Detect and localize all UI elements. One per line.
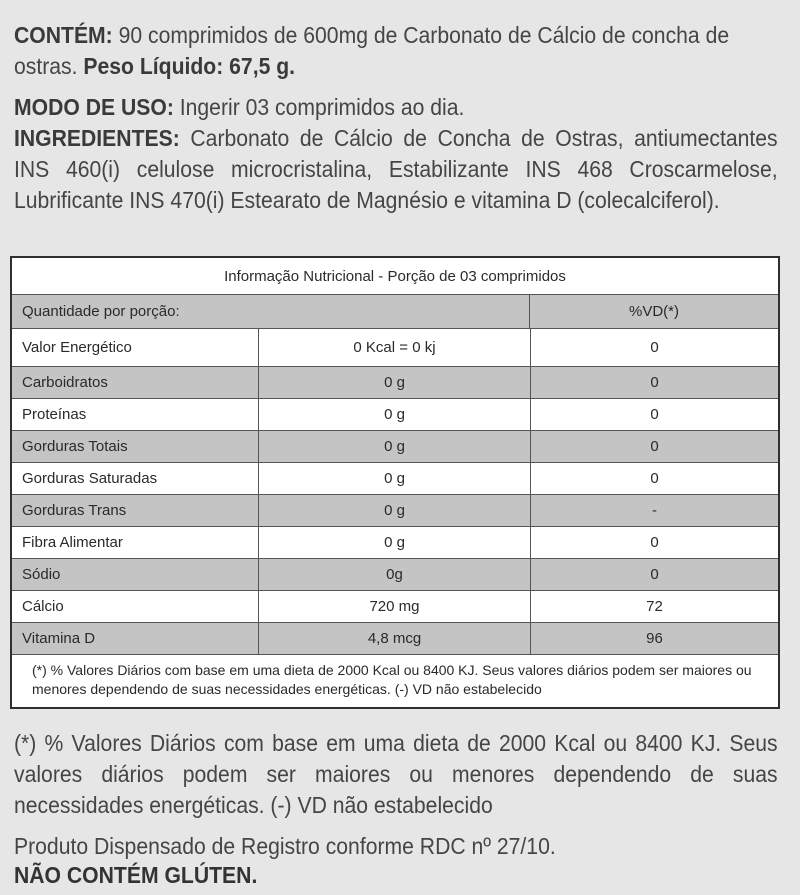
nutrition-table — [10, 256, 780, 709]
ingredients-text: Carbonato de Cálcio de Concha de Ostras, antiumectantes INS 460(i) celulose microcristalina, Estabilizante INS 468 Croscarmelose, Lubrificante INS 470(i) Estearato de Magnésio e vitamina D (colecalciferol). — [14, 125, 778, 213]
table-row — [12, 558, 778, 590]
gluten-free-statement: NÃO CONTÉM GLÚTEN. — [14, 862, 258, 888]
nutrient-vd: 0 — [650, 438, 659, 455]
nutrient-vd: 0 — [650, 470, 659, 487]
nutrient-name: Gorduras Trans — [12, 495, 259, 526]
contents-paragraph — [14, 20, 778, 82]
nutrient-name: Fibra Alimentar — [12, 527, 259, 558]
header-quantity: Quantidade por porção: — [12, 295, 530, 328]
nutrient-amount: 4,8 mcg — [259, 623, 531, 654]
table-row — [12, 590, 778, 622]
nutrient-vd: 72 — [646, 598, 663, 615]
nutrient-name: Cálcio — [12, 591, 259, 622]
nutrient-name: Gorduras Saturadas — [12, 463, 259, 494]
nutrient-amount: 0 Kcal = 0 kj — [259, 329, 531, 366]
nutrient-amount: 0 g — [259, 495, 531, 526]
footnote-paragraph: (*) % Valores Diários com base em uma dieta de 2000 Kcal ou 8400 KJ. Seus valores diários podem ser maiores ou menores dependendo de suas necessidades energéticas. (-) VD não estabelecido — [14, 730, 778, 818]
nutrient-vd: 0 — [650, 374, 659, 391]
nutrient-vd: 0 — [650, 406, 659, 423]
nutrient-name: Valor Energético — [12, 329, 259, 366]
nutrient-amount: 0 g — [259, 431, 531, 462]
table-row — [12, 430, 778, 462]
nutrient-name: Gorduras Totais — [12, 431, 259, 462]
nutrition-table-header — [12, 294, 778, 328]
nutrient-amount: 720 mg — [259, 591, 531, 622]
contents-label: CONTÉM: — [14, 22, 113, 48]
nutrient-vd: 0 — [650, 534, 659, 551]
nutrient-amount: 0 g — [259, 367, 531, 398]
header-vd: %VD(*) — [628, 303, 679, 320]
nutrient-amount: 0 g — [259, 463, 531, 494]
nutrient-name: Carboidratos — [12, 367, 259, 398]
table-row — [12, 526, 778, 558]
table-row — [12, 328, 778, 366]
table-row — [12, 398, 778, 430]
nutrient-amount: 0 g — [259, 527, 531, 558]
nutrient-name: Proteínas — [12, 399, 259, 430]
nutrient-amount: 0g — [259, 559, 531, 590]
nutrient-vd: 0 — [650, 339, 659, 356]
ingredients-paragraph — [14, 123, 778, 216]
table-row — [12, 622, 778, 654]
usage-paragraph — [14, 92, 778, 123]
nutrient-name: Sódio — [12, 559, 259, 590]
table-row — [12, 462, 778, 494]
net-weight: Peso Líquido: 67,5 g. — [83, 53, 296, 79]
nutrient-name: Vitamina D — [12, 623, 259, 654]
registration-text: Produto Dispensado de Registro conforme RDC nº 27/10. — [14, 833, 556, 859]
table-footnote: (*) % Valores Diários com base em uma dieta de 2000 Kcal ou 8400 KJ. Seus valores diários podem ser maiores ou menores dependendo de suas necessidades energéticas. (-) VD não estabelecido — [12, 654, 778, 707]
nutrition-table-title: Informação Nutricional - Porção de 03 comprimidos — [224, 267, 566, 285]
nutrient-vd: 0 — [650, 566, 659, 583]
usage-label: MODO DE USO: — [14, 94, 174, 120]
table-row — [12, 494, 778, 526]
usage-text: Ingerir 03 comprimidos ao dia. — [173, 94, 465, 120]
nutrient-vd: 96 — [646, 630, 663, 647]
nutrient-vd: - — [652, 502, 657, 519]
ingredients-label: INGREDIENTES: — [14, 125, 180, 151]
table-row — [12, 366, 778, 398]
nutrient-amount: 0 g — [259, 399, 531, 430]
contents-text: 90 comprimidos de 600mg de Carbonato de Cálcio de concha de ostras. — [14, 22, 730, 79]
